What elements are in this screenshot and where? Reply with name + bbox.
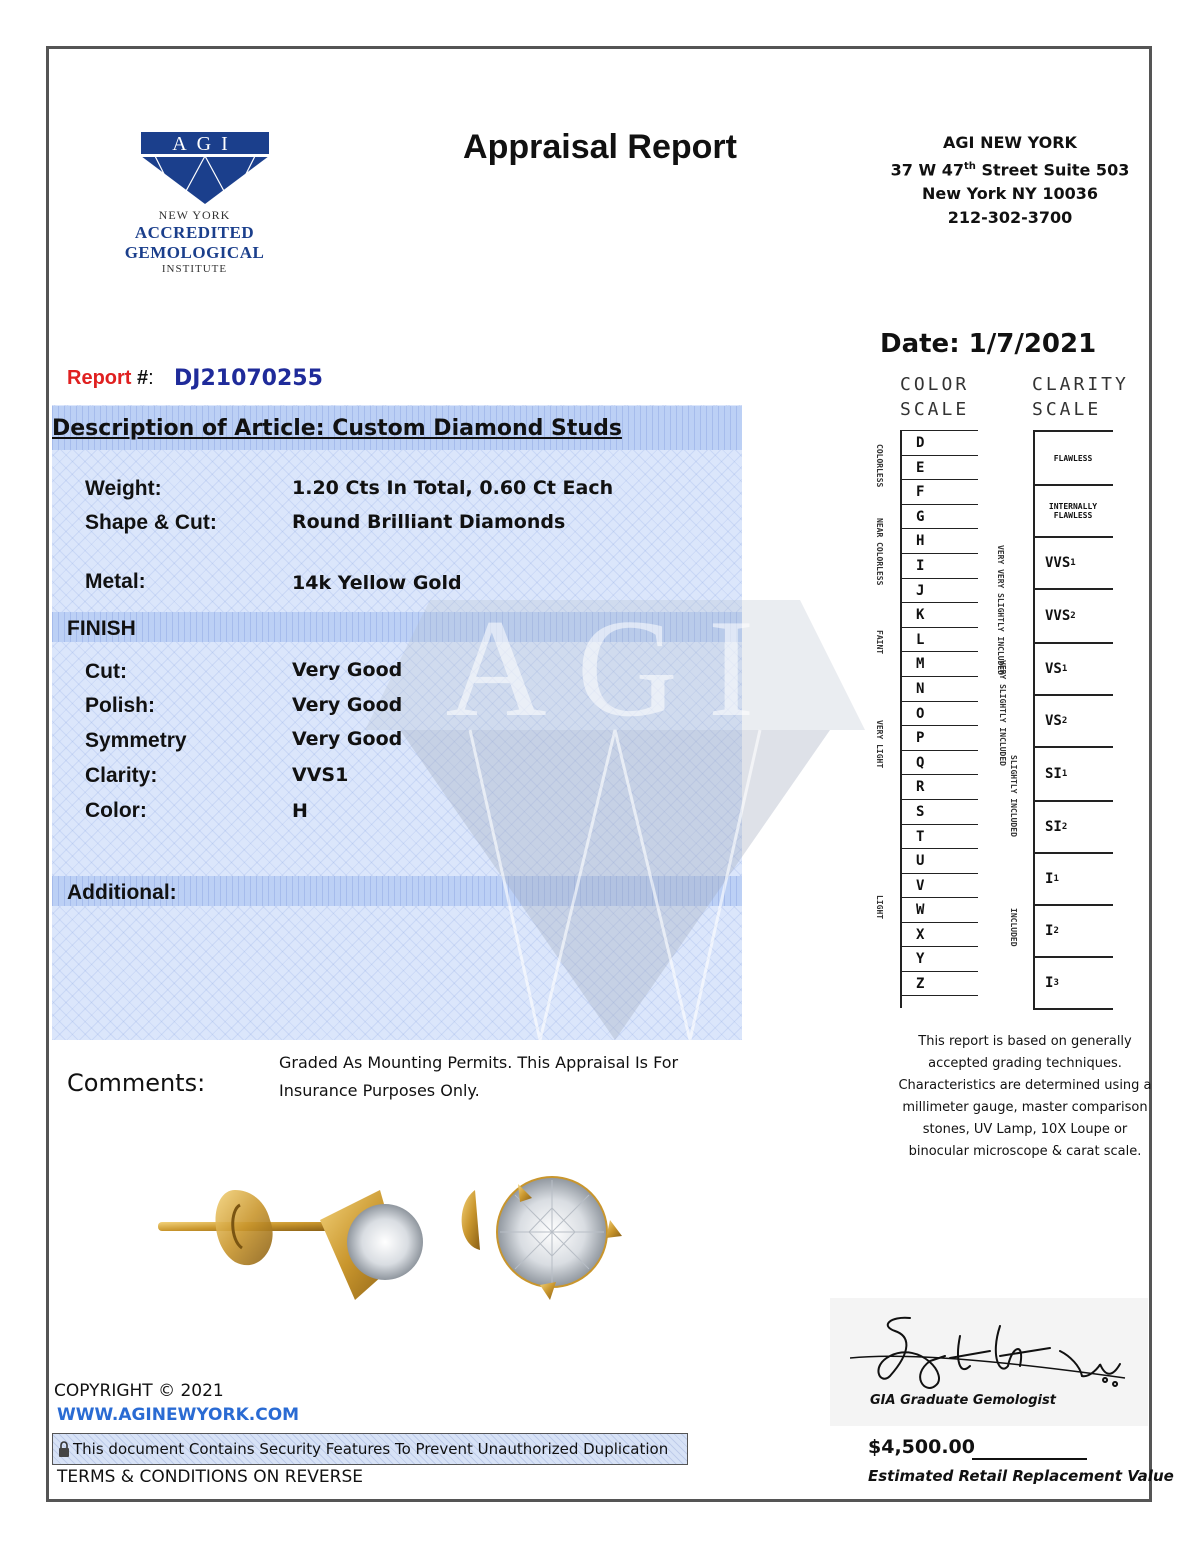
clarity-group-vvsi: VERY VERY SLIGHTLY INCLUDED: [996, 545, 1005, 676]
logo-line1: NEW YORK: [158, 208, 231, 222]
signature-caption: GIA Graduate Gemologist: [870, 1393, 1056, 1408]
clarity-grade-main: I: [1045, 923, 1054, 939]
article-description: Description of Article: Custom Diamond Studs: [52, 416, 622, 441]
color-group-faint: FAINT: [875, 630, 884, 655]
color-group-light: LIGHT: [875, 895, 884, 920]
clarity-label: Clarity:: [85, 764, 158, 787]
clarity-grade-sub: 2: [1061, 716, 1068, 726]
clarity-group-si: SLIGHTLY INCLUDED: [1009, 755, 1018, 837]
clarity-group-vsi: VERY SLIGHTLY INCLUDED: [998, 660, 1007, 766]
color-grade-o: O: [900, 702, 978, 727]
website-link[interactable]: WWW.AGINEWYORK.COM: [57, 1405, 300, 1425]
price-underline: [972, 1458, 1087, 1460]
report-label: [67, 367, 154, 390]
clarity-grade-main: VS: [1045, 713, 1062, 729]
clarity-grade-si2: [1033, 802, 1113, 854]
color-grade-t: T: [900, 825, 978, 850]
color-group-very-light: VERY LIGHT: [875, 720, 884, 769]
report-colon: :: [148, 367, 154, 389]
symmetry-label: Symmetry: [85, 729, 187, 752]
clarity-grade-sub: 2: [1061, 822, 1068, 832]
clarity-grade-sub: 2: [1070, 611, 1076, 621]
clarity-grade-main: SI: [1045, 819, 1062, 835]
clarity-grade-main: VVS: [1045, 555, 1071, 571]
color-grade-w: W: [900, 898, 978, 923]
metal-label: Metal:: [85, 570, 146, 593]
appraised-value: $4,500.00: [868, 1436, 975, 1458]
clarity-grade-sub: 1: [1053, 874, 1059, 884]
clarity-grade-vvs2: [1033, 590, 1113, 644]
clarity-scale-heading2: SCALE: [1032, 399, 1102, 420]
company-name: AGI NEW YORK: [943, 133, 1077, 152]
value-caption: Estimated Retail Replacement Value: [868, 1467, 1174, 1485]
polish-value: Very Good: [292, 694, 403, 716]
clarity-grade-vs1: [1033, 644, 1113, 696]
logo-line2: ACCREDITED GEMOLOGICAL: [124, 223, 265, 262]
color-grade-f: F: [900, 480, 978, 505]
cut-value: Very Good: [292, 659, 403, 681]
color-grade-v: V: [900, 874, 978, 899]
color-grade-h: H: [900, 529, 978, 554]
grading-note: This report is based on generally accepted grading techniques. Characteristics are determined using a millimeter gauge, master comparison stones, UV Lamp, 10X Loupe or binocular microscope & carat scale.: [898, 1034, 1152, 1159]
clarity-grade-main: INTERNALLY FLAWLESS: [1048, 502, 1098, 520]
clarity-group-included: INCLUDED: [1009, 908, 1018, 947]
color-grade-j: J: [900, 579, 978, 604]
clarity-grade-i3: [1033, 958, 1113, 1010]
color-grade-i: I: [900, 554, 978, 579]
color-value: H: [292, 800, 308, 822]
clarity-scale-heading1: CLARITY: [1032, 374, 1129, 395]
clarity-grade-i1: [1033, 854, 1113, 906]
color-grade-p: P: [900, 726, 978, 751]
earrings-photo: [140, 1150, 640, 1350]
polish-label: Polish:: [85, 694, 156, 717]
color-scale-grades: [900, 430, 978, 996]
color-grade-x: X: [900, 923, 978, 948]
clarity-grade-sub: 3: [1053, 978, 1059, 988]
street-rest: Street Suite 503: [975, 160, 1130, 180]
clarity-grade-sub: 1: [1061, 664, 1068, 674]
copyright: COPYRIGHT © 2021: [54, 1381, 224, 1401]
clarity-grade-main: FLAWLESS: [1053, 453, 1093, 463]
color-grade-g: G: [900, 505, 978, 530]
color-grade-k: K: [900, 603, 978, 628]
agi-watermark: [360, 600, 870, 1040]
color-label: Color:: [85, 799, 147, 822]
color-grade-r: R: [900, 775, 978, 800]
clarity-grade-main: I: [1045, 975, 1054, 991]
cut-label: Cut:: [85, 660, 127, 683]
clarity-grade-flawless: [1033, 432, 1113, 486]
street-address: [880, 155, 1140, 182]
street-suffix: th: [964, 161, 976, 172]
report-number: DJ21070255: [174, 366, 323, 391]
address-block: [880, 131, 1140, 230]
report-label-text: Report: [67, 367, 137, 389]
comments-text: Graded As Mounting Permits. This Appraisal Is For Insurance Purposes Only.: [279, 1053, 679, 1100]
color-grade-q: Q: [900, 751, 978, 776]
clarity-value: VVS1: [292, 764, 349, 786]
weight-value: 1.20 Cts In Total, 0.60 Ct Each: [292, 477, 614, 499]
weight-label: Weight:: [85, 477, 162, 500]
clarity-grade-main: VS: [1045, 661, 1062, 677]
logo-text: [92, 208, 297, 275]
watermark-letters: AGI: [445, 600, 785, 746]
color-grade-z: Z: [900, 972, 978, 996]
report-hash: #: [137, 367, 149, 389]
logo-line3: INSTITUTE: [161, 263, 228, 275]
shape-cut-label: Shape & Cut:: [85, 511, 217, 534]
street-number: 37 W 47: [890, 160, 964, 180]
color-grade-u: U: [900, 849, 978, 874]
report-date: Date: 1/7/2021: [880, 329, 1097, 359]
color-grade-l: L: [900, 628, 978, 653]
phone: 212-302-3700: [947, 208, 1073, 228]
logo-letters: AGI: [172, 133, 238, 155]
city: New York NY 10036: [921, 184, 1098, 204]
color-grade-y: Y: [900, 947, 978, 972]
color-grade-n: N: [900, 677, 978, 702]
color-grade-s: S: [900, 800, 978, 825]
finish-heading: FINISH: [67, 617, 136, 640]
clarity-grade-vs2: [1033, 696, 1113, 748]
color-grade-e: E: [900, 456, 978, 481]
clarity-grade-internally-flawless: [1033, 486, 1113, 538]
clarity-scale-heading: [1032, 372, 1129, 422]
color-group-near-colorless: NEAR COLORLESS: [875, 518, 884, 586]
color-scale-heading1: COLOR: [900, 374, 970, 395]
color-scale-heading: [900, 372, 969, 422]
clarity-grade-main: I: [1045, 871, 1054, 887]
security-notice: This document Contains Security Features To Prevent Unauthorized Duplication: [52, 1433, 688, 1465]
lock-icon: [58, 1441, 70, 1457]
clarity-grade-sub: 1: [1061, 769, 1068, 779]
clarity-grade-sub: 1: [1070, 558, 1076, 568]
metal-value: 14k Yellow Gold: [292, 572, 462, 594]
clarity-grade-si1: [1033, 748, 1113, 802]
color-grade-m: M: [900, 652, 978, 677]
additional-heading: Additional:: [67, 881, 177, 904]
terms-notice: TERMS & CONDITIONS ON REVERSE: [57, 1467, 363, 1487]
page-title: Appraisal Report: [463, 128, 737, 166]
comments-label: Comments:: [67, 1069, 206, 1097]
clarity-scale-grades: [1033, 430, 1113, 1010]
clarity-grade-sub: 2: [1053, 926, 1059, 936]
color-grade-d: D: [900, 431, 978, 456]
agi-diamond-logo: [135, 130, 275, 204]
shape-cut-value: Round Brilliant Diamonds: [292, 511, 566, 533]
signature-image: [850, 1306, 1130, 1401]
clarity-grade-i2: [1033, 906, 1113, 958]
clarity-grade-main: SI: [1045, 766, 1062, 782]
symmetry-value: Very Good: [292, 728, 403, 750]
color-scale-heading2: SCALE: [900, 399, 970, 420]
clarity-grade-vvs1: [1033, 538, 1113, 590]
color-group-colorless: COLORLESS: [875, 444, 884, 488]
clarity-grade-main: VVS: [1045, 608, 1071, 624]
